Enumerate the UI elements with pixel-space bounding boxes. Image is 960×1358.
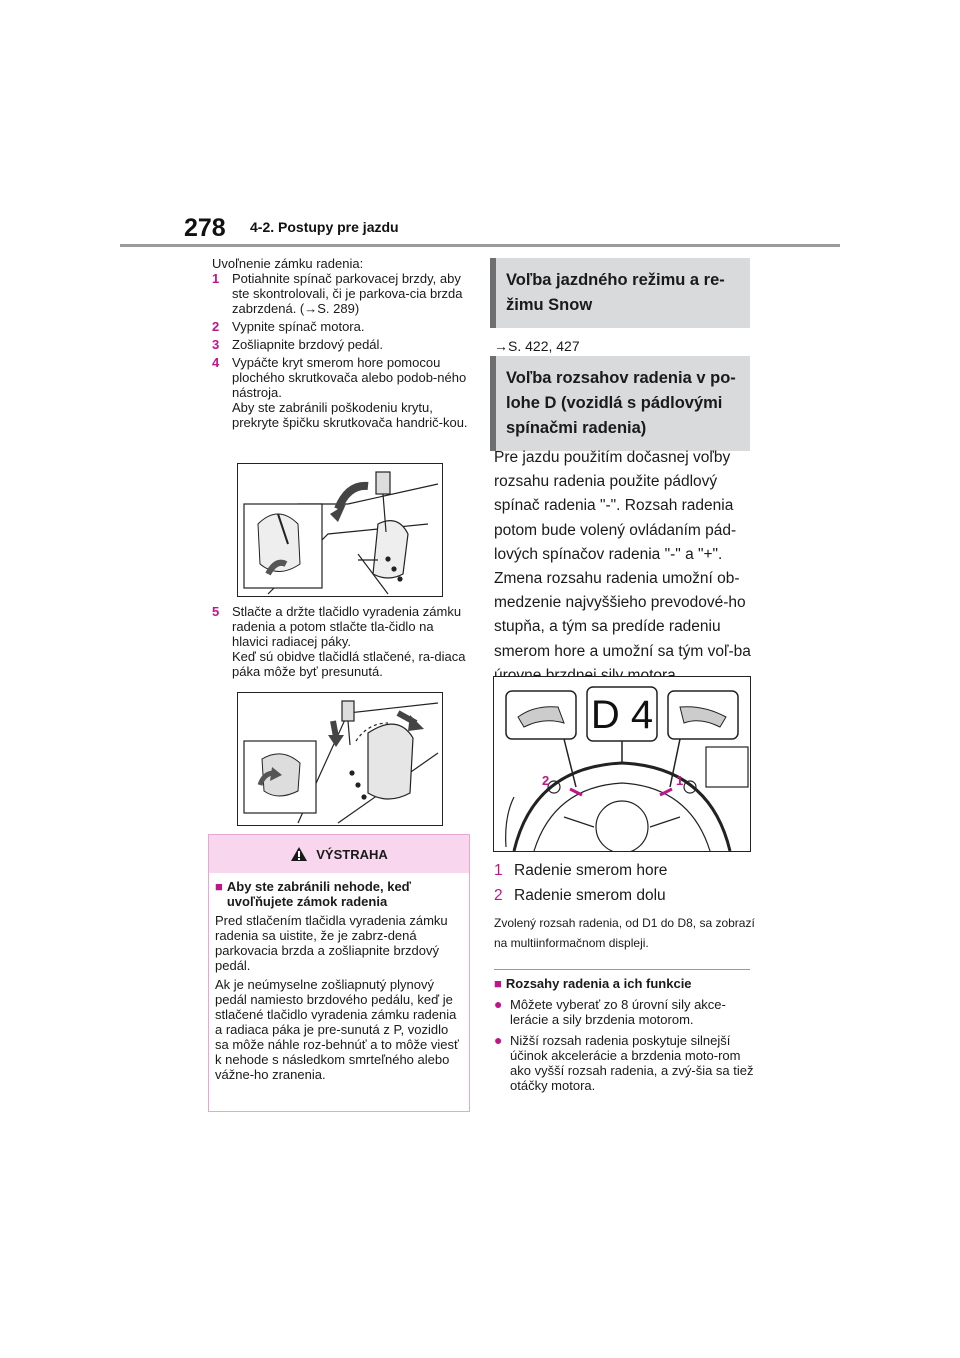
subsection-title-row (494, 976, 756, 991)
bullet-item (494, 997, 756, 1027)
step-text: Vypnite spínač motora. (232, 319, 365, 334)
warning-triangle-icon (290, 846, 308, 862)
warning-title-row (215, 879, 463, 909)
legend-text: Radenie smerom dolu (514, 887, 666, 904)
page-reference: →S. 422, 427 (494, 338, 580, 354)
note-text: Zvolený rozsah radenia, od D1 do D8, sa zobrazí na multiinformačnom displeji. (494, 916, 755, 950)
left-column-continued (212, 604, 470, 679)
legend-item-downshift (494, 883, 667, 908)
callout-1: 1 (676, 773, 684, 788)
square-bullet-icon: ■ (494, 976, 502, 991)
step-number: 4 (212, 355, 220, 370)
legend-number: 1 (494, 862, 503, 879)
bullet-item (494, 1033, 756, 1093)
step-number: 1 (212, 271, 220, 286)
warning-heading: VÝSTRAHA (316, 846, 388, 862)
illustration-paddle-shifters (493, 676, 751, 852)
warning-paragraph: Pred stlačením tlačidla vyradenia zámku radenia sa uistite, že je zabrz-dená parkovacia brzda a zošliapnite brzdový pedál. (215, 913, 448, 973)
section-body-text: Pre jazdu použitím dočasnej voľby rozsahu radenia použite pádlový spínač radenia "-". Rozsah radenia potom bude volený ovládaním pád-lových spínačov radenia "-" a "+". Zmena rozsahu radenia umožní ob-medzenie najvyššieho prevodové-ho stupňa, a tým sa predíde radeniu smerom hore a umožní sa tým voľ-ba (494, 449, 751, 660)
bullet-text: Môžete vyberať zo 8 úrovní sily akce-lerácie a sily brzdenia motorom. (510, 997, 726, 1027)
step-2 (212, 319, 470, 334)
step-number: 2 (212, 319, 220, 334)
subsection-title: Rozsahy radenia a ich funkcie (505, 976, 692, 991)
chapter-title: 4-2. Postupy pre jazdu (250, 219, 399, 235)
subsection (494, 976, 756, 1093)
legend-text: Radenie smerom hore (514, 862, 668, 879)
step-text: Zošliapnite brzdový pedál. (232, 337, 384, 352)
step-1 (212, 271, 470, 316)
circle-bullet-icon: ● (494, 1032, 503, 1048)
header-divider (120, 244, 840, 247)
bullet-text: Nižší rozsah radenia poskytuje silnejší účinok akcelerácie a brzdenia moto-rom ako vyšší rozsah radenia, a zvý-šia sa tiež otáčky motora. (510, 1033, 754, 1093)
section-heading-shift-range: Voľba rozsahov radenia v po-lohe D (vozidlá s pádlovými spínačmi radenia) (490, 356, 750, 451)
illustration-shift-lock-release (237, 692, 443, 826)
legend-item-upshift (494, 858, 667, 883)
left-column (212, 256, 470, 430)
step-5 (212, 604, 470, 679)
illustration-remove-cover (237, 463, 443, 597)
legend-number: 2 (494, 887, 503, 904)
callout-2: 2 (542, 773, 550, 788)
circle-bullet-icon: ● (494, 996, 503, 1012)
step-text: Stlačte a držte tlačidlo vyradenia zámku radenia a potom stlačte tla-čidlo na hlavici radiacej páky. Keď sú obidve tlačidlá stlačené, ra-diaca páka môže byť presunutá. (232, 604, 466, 679)
square-bullet-icon: ■ (215, 879, 223, 894)
section-heading-drive-mode: Voľba jazdného režimu a re-žimu Snow (490, 258, 750, 328)
warning-paragraph: Ak je neúmyselne zošliapnutý plynový pedál namiesto brzdového pedálu, keď je stlačené tlačidlo vyradenia zámku radenia a radiaca páka je pre-sunutá z P, vozidlo sa môže náhle roz-behnúť a to môže viesť k nehode s následkom smrteľného alebo vážne-ho zranenia. (215, 977, 459, 1082)
step-text: Potiahnite spínač parkovacej brzdy, aby ste skontrolovali, či je parkova-cia brzda zabrzdená. (→S. 289) (232, 271, 463, 316)
gear-display-readout: D 4 (590, 693, 654, 737)
step-number: 3 (212, 337, 220, 352)
intro-text: Uvoľnenie zámku radenia: (212, 256, 364, 271)
legend-list (494, 858, 667, 908)
warning-header (209, 835, 469, 873)
step-3 (212, 337, 470, 352)
section-divider (494, 969, 750, 970)
step-4 (212, 355, 470, 430)
warning-body (209, 873, 469, 1082)
step-number: 5 (212, 604, 220, 619)
step-text: Vypáčte kryt smerom hore pomocou plochého skrutkovača alebo podob-ného nástroja. Aby ste zabránili poškodeniu krytu, prekryte špičku skrutkovača handrič-kou. (232, 355, 468, 430)
warning-box (208, 834, 470, 1112)
warning-title: Aby ste zabránili nehode, keď uvoľňujete zámok radenia (226, 879, 412, 909)
page-number: 278 (184, 214, 226, 242)
